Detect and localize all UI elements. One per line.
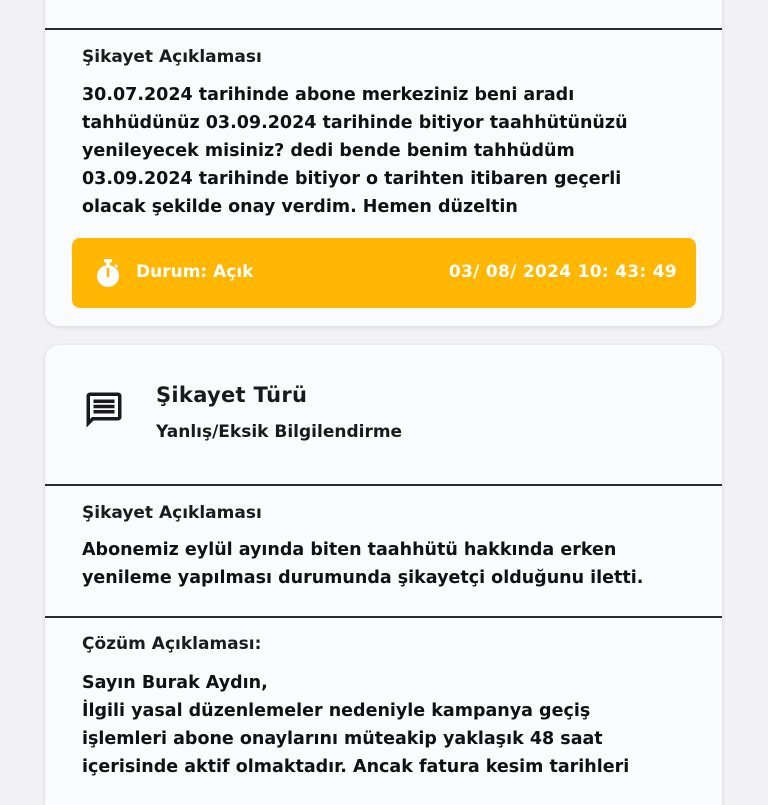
- complaint-type-title: Şikayet Türü: [156, 383, 308, 407]
- complaint-description-text: [82, 536, 712, 592]
- description-line: 30.07.2024 tarihinde abone merkeziniz beni aradı: [82, 85, 575, 105]
- solution-description-label: Çözüm Açıklaması:: [82, 634, 262, 654]
- divider: [45, 28, 722, 30]
- complaint-description-label: Şikayet Açıklaması: [82, 503, 262, 523]
- complaint-description-text: [82, 81, 692, 221]
- complaint-description-label: Şikayet Açıklaması: [82, 47, 262, 67]
- solution-line: Sayın Burak Aydın,: [82, 673, 268, 693]
- divider: [45, 616, 722, 618]
- description-line: yenileme yapılması durumunda şikayetçi olduğunu iletti.: [82, 568, 644, 588]
- stopwatch-icon: [94, 258, 122, 288]
- description-line: tahhüdünüz 03.09.2024 tarihinde bitiyor taahhütünüzü: [82, 113, 628, 133]
- status-datetime: 03/ 08/ 2024 10: 43: 49: [448, 262, 677, 282]
- solution-description-text: [82, 669, 692, 781]
- description-line: olacak şekilde onay verdim. Hemen düzeltin: [82, 197, 518, 217]
- divider: [45, 484, 722, 486]
- description-line: Abonemiz eylül ayında biten taahhütü hakkında erken: [82, 540, 617, 560]
- complaint-type-value: Yanlış/Eksik Bilgilendirme: [156, 422, 403, 442]
- solution-line: İlgili yasal düzenlemeler nedeniyle kampanya geçiş: [82, 701, 591, 721]
- status-label: Durum: Açık: [136, 262, 254, 282]
- complaint-card: [45, 345, 722, 805]
- description-line: yenileyecek misiniz? dedi bende benim tahhüdüm: [82, 141, 575, 161]
- complaint-card: [45, 0, 722, 326]
- description-line: 03.09.2024 tarihinde bitiyor o tarihten itibaren geçerli: [82, 169, 622, 189]
- status-bar: [72, 238, 696, 308]
- solution-line: içerisinde aktif olmaktadır. Ancak fatura kesim tarihleri: [82, 757, 630, 777]
- chat-bubble-icon: [83, 389, 125, 431]
- solution-line: işlemleri abone onaylarını müteakip yaklaşık 48 saat: [82, 729, 603, 749]
